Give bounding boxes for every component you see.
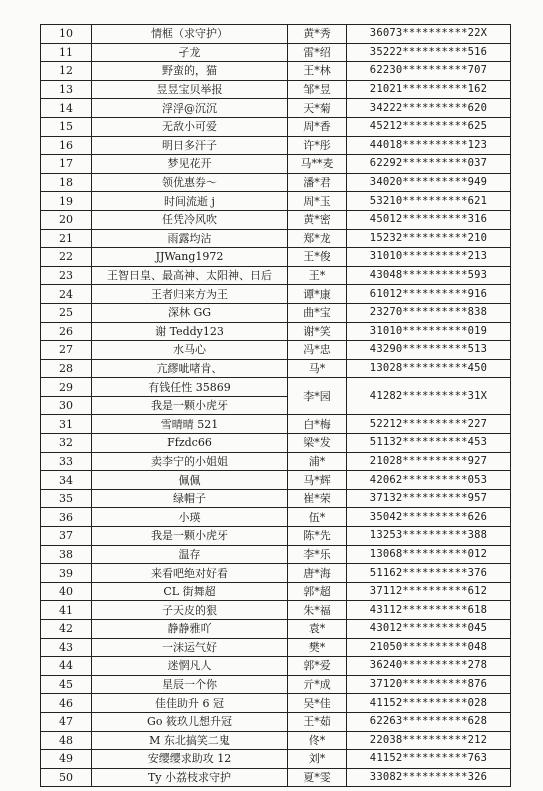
row-number: 29 — [41, 378, 92, 397]
id-number-cell: 43112**********618 — [347, 601, 511, 620]
table-row — [41, 173, 511, 192]
table-row — [41, 471, 511, 490]
row-number: 10 — [41, 25, 92, 44]
name-cell: 朱*福 — [288, 601, 347, 620]
id-number-cell: 35222**********516 — [347, 43, 511, 62]
row-number: 46 — [41, 694, 92, 713]
name-cell: 黄*密 — [288, 210, 347, 229]
table-row — [41, 322, 511, 341]
name-cell: 亓*成 — [288, 675, 347, 694]
row-number: 42 — [41, 620, 92, 639]
nickname-cell: 来看吧绝对好看 — [92, 564, 288, 583]
table-row — [41, 25, 511, 44]
id-number-cell: 61012**********916 — [347, 285, 511, 304]
name-cell: 伍* — [288, 508, 347, 527]
table-row — [41, 378, 511, 397]
row-number: 23 — [41, 266, 92, 285]
table-row — [41, 582, 511, 601]
id-number-cell: 62263**********628 — [347, 712, 511, 731]
table-row — [41, 99, 511, 118]
table-row — [41, 266, 511, 285]
name-cell: 天*菊 — [288, 99, 347, 118]
nickname-cell: 安缨缨求助攻 12 — [92, 750, 288, 769]
id-number-cell: 35042**********626 — [347, 508, 511, 527]
row-number: 34 — [41, 471, 92, 490]
table-row — [41, 489, 511, 508]
row-number: 12 — [41, 62, 92, 81]
name-cell: 崔*荣 — [288, 489, 347, 508]
table-row — [41, 657, 511, 676]
nickname-cell: 王者归来方为王 — [92, 285, 288, 304]
name-cell: 王*林 — [288, 62, 347, 81]
row-number: 50 — [41, 768, 92, 787]
table-row — [41, 341, 511, 360]
row-number: 37 — [41, 527, 92, 546]
name-cell: 郭*爱 — [288, 657, 347, 676]
id-number-cell: 21050**********048 — [347, 638, 511, 657]
nickname-cell: 佩佩 — [92, 471, 288, 490]
table-row — [41, 527, 511, 546]
table-row — [41, 452, 511, 471]
name-cell: 王*俊 — [288, 248, 347, 267]
row-number: 13 — [41, 80, 92, 99]
nickname-cell: 情框（求守护） — [92, 25, 288, 44]
nickname-cell: 有钱任性 35869 — [92, 378, 288, 397]
nickname-cell: Go 筱玖儿想升冠 — [92, 712, 288, 731]
id-number-cell: 21028**********927 — [347, 452, 511, 471]
nickname-cell: 卖李宁的小姐姐 — [92, 452, 288, 471]
name-cell: 佟* — [288, 731, 347, 750]
table-row — [41, 62, 511, 81]
name-cell: 郑*龙 — [288, 229, 347, 248]
nickname-cell: M 东北搞笑二鬼 — [92, 731, 288, 750]
table-row — [41, 192, 511, 211]
row-number: 40 — [41, 582, 92, 601]
name-cell: 袁* — [288, 620, 347, 639]
nickname-cell: 领优惠券～ — [92, 173, 288, 192]
id-number-cell: 43290**********513 — [347, 341, 511, 360]
table-row — [41, 359, 511, 378]
table-row — [41, 210, 511, 229]
name-cell: 唐*海 — [288, 564, 347, 583]
table-row — [41, 248, 511, 267]
name-cell: 马*辉 — [288, 471, 347, 490]
nickname-cell: Ty 小荔枝求守护 — [92, 768, 288, 787]
id-number-cell: 34020**********949 — [347, 173, 511, 192]
name-cell: 马* — [288, 359, 347, 378]
nickname-cell: 星辰一个你 — [92, 675, 288, 694]
row-number: 31 — [41, 415, 92, 434]
row-number: 35 — [41, 489, 92, 508]
nickname-cell: 浮浮@沉沉 — [92, 99, 288, 118]
name-cell: 雷*绍 — [288, 43, 347, 62]
row-number: 36 — [41, 508, 92, 527]
id-number-cell: 41152**********028 — [347, 694, 511, 713]
table-row — [41, 694, 511, 713]
nickname-cell: 亢繆呲啫肯、 — [92, 359, 288, 378]
id-number-cell: 23270**********838 — [347, 303, 511, 322]
id-number-cell: 53210**********621 — [347, 192, 511, 211]
id-number-cell: 31010**********019 — [347, 322, 511, 341]
row-number: 49 — [41, 750, 92, 769]
row-number: 19 — [41, 192, 92, 211]
id-number-cell: 42062**********053 — [347, 471, 511, 490]
row-number: 47 — [41, 712, 92, 731]
nickname-cell: 我是一颗小虎牙 — [92, 527, 288, 546]
table-row — [41, 434, 511, 453]
name-cell: 王* — [288, 266, 347, 285]
nickname-cell: 谢 Teddy123 — [92, 322, 288, 341]
name-cell: 曲*宝 — [288, 303, 347, 322]
id-number-cell: 15232**********210 — [347, 229, 511, 248]
name-cell: 周*香 — [288, 117, 347, 136]
row-number: 24 — [41, 285, 92, 304]
nickname-cell: 昱昱宝贝举报 — [92, 80, 288, 99]
table-row — [41, 155, 511, 174]
id-number-cell: 52212**********227 — [347, 415, 511, 434]
nickname-cell: 孑龙 — [92, 43, 288, 62]
id-number-cell: 45012**********316 — [347, 210, 511, 229]
row-number: 39 — [41, 564, 92, 583]
id-number-cell: 37132**********957 — [347, 489, 511, 508]
id-number-cell: 45212**********625 — [347, 117, 511, 136]
table-row — [41, 712, 511, 731]
nickname-cell: JJWang1972 — [92, 248, 288, 267]
table-row — [41, 768, 511, 787]
winner-list-table — [40, 24, 511, 787]
nickname-cell: 小瑛 — [92, 508, 288, 527]
nickname-cell: 水马心 — [92, 341, 288, 360]
row-number: 43 — [41, 638, 92, 657]
id-number-cell: 34222**********620 — [347, 99, 511, 118]
table-row — [41, 731, 511, 750]
nickname-cell: 温存 — [92, 545, 288, 564]
id-number-cell: 36240**********278 — [347, 657, 511, 676]
table-row — [41, 43, 511, 62]
nickname-cell: 深林 GG — [92, 303, 288, 322]
name-cell: 马**麦 — [288, 155, 347, 174]
id-number-cell: 62230**********707 — [347, 62, 511, 81]
id-number-cell: 41152**********763 — [347, 750, 511, 769]
name-cell: 梁*发 — [288, 434, 347, 453]
row-number: 41 — [41, 601, 92, 620]
id-number-cell: 22038**********212 — [347, 731, 511, 750]
name-cell: 白*梅 — [288, 415, 347, 434]
id-number-cell: 51162**********376 — [347, 564, 511, 583]
id-number-cell: 51132**********453 — [347, 434, 511, 453]
nickname-cell: 佳佳助升 6 冠 — [92, 694, 288, 713]
table-row — [41, 415, 511, 434]
nickname-cell: 明日多汗子 — [92, 136, 288, 155]
name-cell: 浦* — [288, 452, 347, 471]
table-row — [41, 638, 511, 657]
row-number: 20 — [41, 210, 92, 229]
id-number-cell: 37120**********876 — [347, 675, 511, 694]
nickname-cell: 绿帽子 — [92, 489, 288, 508]
name-cell: 王*茹 — [288, 712, 347, 731]
table-row — [41, 508, 511, 527]
name-cell: 黄*秀 — [288, 25, 347, 44]
name-cell: 陈*先 — [288, 527, 347, 546]
row-number: 48 — [41, 731, 92, 750]
table-row — [41, 675, 511, 694]
id-number-cell: 43048**********593 — [347, 266, 511, 285]
row-number: 33 — [41, 452, 92, 471]
name-cell: 谢*笑 — [288, 322, 347, 341]
id-number-cell: 44018**********123 — [347, 136, 511, 155]
table-row — [41, 601, 511, 620]
nickname-cell: Ffzdc66 — [92, 434, 288, 453]
name-cell: 许*彤 — [288, 136, 347, 155]
table-row — [41, 620, 511, 639]
id-number-cell: 21021**********162 — [347, 80, 511, 99]
row-number: 17 — [41, 155, 92, 174]
nickname-cell: 迷惘凡人 — [92, 657, 288, 676]
table-row — [41, 303, 511, 322]
name-cell: 李*园 — [288, 378, 347, 415]
id-number-cell: 43012**********045 — [347, 620, 511, 639]
nickname-cell: 王智日皇、最高神、太阳神、日后 — [92, 266, 288, 285]
row-number: 44 — [41, 657, 92, 676]
id-number-cell: 37112**********612 — [347, 582, 511, 601]
nickname-cell: 任凭冷风吹 — [92, 210, 288, 229]
nickname-cell: 野蛮的，猫 — [92, 62, 288, 81]
table-row — [41, 285, 511, 304]
nickname-cell: 我是一颗小虎牙 — [92, 396, 288, 415]
name-cell: 吴*佳 — [288, 694, 347, 713]
row-number: 28 — [41, 359, 92, 378]
name-cell: 周*玉 — [288, 192, 347, 211]
id-number-cell: 13068**********012 — [347, 545, 511, 564]
name-cell: 郭*超 — [288, 582, 347, 601]
id-number-cell: 31010**********213 — [347, 248, 511, 267]
name-cell: 李*乐 — [288, 545, 347, 564]
nickname-cell: 静静雅吖 — [92, 620, 288, 639]
nickname-cell: 雪晴晴 521 — [92, 415, 288, 434]
nickname-cell: 雨露均沾 — [92, 229, 288, 248]
row-number: 11 — [41, 43, 92, 62]
row-number: 45 — [41, 675, 92, 694]
row-number: 21 — [41, 229, 92, 248]
name-cell: 樊* — [288, 638, 347, 657]
row-number: 18 — [41, 173, 92, 192]
table-row — [41, 136, 511, 155]
table-row — [41, 545, 511, 564]
nickname-cell: CL 街舞超 — [92, 582, 288, 601]
nickname-cell: 一沫运气好 — [92, 638, 288, 657]
nickname-cell: 时间流逝 j — [92, 192, 288, 211]
row-number: 27 — [41, 341, 92, 360]
table-row — [41, 564, 511, 583]
row-number: 25 — [41, 303, 92, 322]
table-row — [41, 117, 511, 136]
row-number: 32 — [41, 434, 92, 453]
name-cell: 潘*君 — [288, 173, 347, 192]
row-number: 38 — [41, 545, 92, 564]
name-cell: 刘* — [288, 750, 347, 769]
id-number-cell: 62292**********037 — [347, 155, 511, 174]
table-row — [41, 80, 511, 99]
nickname-cell: 梦见花开 — [92, 155, 288, 174]
row-number: 16 — [41, 136, 92, 155]
id-number-cell: 13028**********450 — [347, 359, 511, 378]
row-number: 22 — [41, 248, 92, 267]
name-cell: 邹*昱 — [288, 80, 347, 99]
table-row — [41, 750, 511, 769]
nickname-cell: 子天皮的狠 — [92, 601, 288, 620]
id-number-cell: 41282**********31X — [347, 378, 511, 415]
row-number: 30 — [41, 396, 92, 415]
name-cell: 谭*康 — [288, 285, 347, 304]
id-number-cell: 36073**********22X — [347, 25, 511, 44]
nickname-cell: 无敌小可爱 — [92, 117, 288, 136]
name-cell: 冯*忠 — [288, 341, 347, 360]
id-number-cell: 13253**********388 — [347, 527, 511, 546]
row-number: 15 — [41, 117, 92, 136]
table-body — [41, 25, 511, 787]
row-number: 14 — [41, 99, 92, 118]
row-number: 26 — [41, 322, 92, 341]
id-number-cell: 33082**********326 — [347, 768, 511, 787]
table-row — [41, 229, 511, 248]
name-cell: 夏*雯 — [288, 768, 347, 787]
